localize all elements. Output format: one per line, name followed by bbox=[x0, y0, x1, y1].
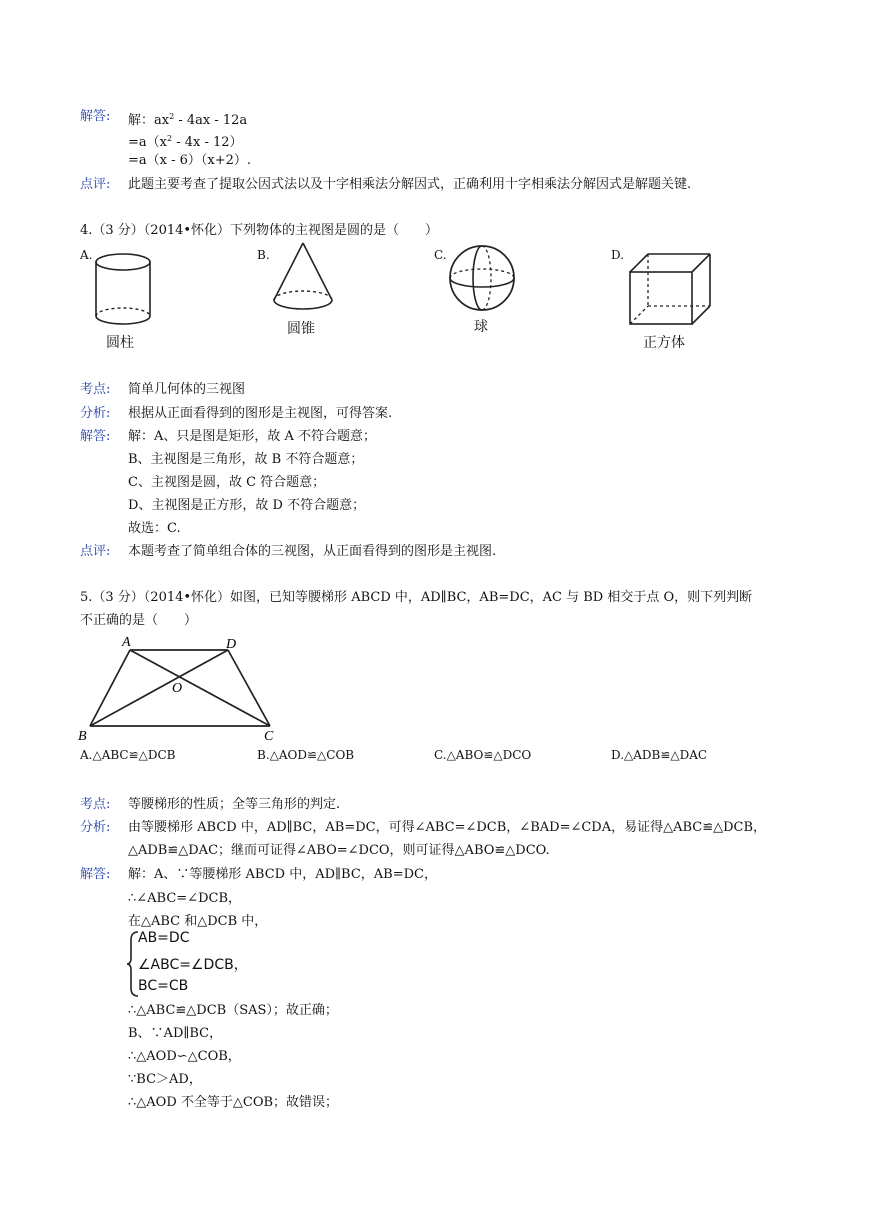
answer-line: ∴△ABC≌△DCB（SAS）；故正确； bbox=[128, 1003, 338, 1018]
label-a: A bbox=[122, 635, 131, 650]
cone-figure bbox=[270, 238, 340, 318]
answer-line: D、主视图是正方形，故 D 不符合题意； bbox=[128, 498, 366, 513]
comment-text: 本题考查了简单组合体的三视图，从正面看得到的图形是主视图. bbox=[128, 544, 497, 559]
option-b: B.△AOD≌△COB bbox=[257, 748, 355, 762]
question-stem: 不正确的是（ ） bbox=[80, 613, 198, 628]
option-c-letter: C. bbox=[434, 248, 447, 262]
answer-line: ∵BC＞AD， bbox=[128, 1072, 202, 1087]
label-c: C bbox=[264, 729, 274, 744]
fenxi-text: 根据从正面看得到的图形是主视图，可得答案. bbox=[128, 406, 393, 421]
kaodian-tag: 考点: bbox=[80, 382, 111, 397]
answer-line: 解：$ax^2 - 4ax - 12a$ bbox=[128, 112, 248, 128]
answer-line: ∴△AOD 不全等于△COB；故错误； bbox=[128, 1095, 339, 1110]
kaodian-text: 简单几何体的三视图 bbox=[128, 382, 246, 397]
answer-line: B、∵AD∥BC， bbox=[128, 1026, 223, 1041]
answer-tag: 解答: bbox=[80, 867, 111, 882]
sphere-figure bbox=[448, 244, 518, 314]
kaodian-text: 等腰梯形的性质；全等三角形的判定. bbox=[128, 797, 341, 812]
fenxi-tag: 分析: bbox=[80, 820, 111, 835]
answer-line: 在△ABC 和△DCB 中， bbox=[128, 914, 268, 929]
answer-line: =a（x - 6）（x+2）. bbox=[128, 153, 252, 168]
label-d: D bbox=[226, 637, 237, 652]
cylinder-caption: 圆柱 bbox=[106, 335, 134, 351]
answer-line: 解：A、只是图是矩形，故 A 不符合题意； bbox=[128, 429, 377, 444]
answer-line: $=a(x^2 - 4x - 12)$ bbox=[128, 134, 243, 150]
question-stem: 5.（3 分）（2014•怀化）如图，已知等腰梯形 ABCD 中，AD∥BC，AB=DC，AC 与 BD 相交于点 O，则下列判断 bbox=[80, 590, 753, 605]
fenxi-text: △ADB≌△DAC；继而可证得∠ABO=∠DCO，则可证得△ABO≌△DCO. bbox=[128, 843, 550, 858]
option-b-letter: B. bbox=[257, 248, 270, 262]
option-d: D.△ADB≌△DAC bbox=[611, 748, 708, 762]
cylinder-figure bbox=[90, 250, 160, 330]
comment-tag: 点评: bbox=[80, 177, 111, 192]
cube-caption: 正方体 bbox=[643, 335, 685, 351]
answer-tag: 解答: bbox=[80, 109, 111, 124]
answer-line: 解：A、∵等腰梯形 ABCD 中，AD∥BC，AB=DC， bbox=[128, 867, 437, 882]
option-c: C.△ABO≌△DCO bbox=[434, 748, 532, 762]
label-o: O bbox=[172, 681, 183, 696]
fenxi-tag: 分析: bbox=[80, 406, 111, 421]
trapezoid-figure bbox=[78, 634, 288, 744]
brace-line: AB=DC bbox=[138, 930, 190, 946]
comment-tag: 点评: bbox=[80, 544, 111, 559]
question-stem: 4.（3 分）（2014•怀化）下列物体的主视图是圆的是（ ） bbox=[80, 223, 439, 238]
label-b: B bbox=[78, 729, 87, 744]
cone-caption: 圆锥 bbox=[287, 321, 315, 337]
answer-line: C、主视图是圆，故 C 符合题意； bbox=[128, 475, 326, 490]
comment-text: 此题主要考查了提取公因式法以及十字相乘法分解因式，正确利用十字相乘法分解因式是解题关键. bbox=[128, 177, 692, 192]
answer-line: ∴∠ABC=∠DCB， bbox=[128, 891, 242, 906]
answer-line: ∴△AOD∽△COB， bbox=[128, 1049, 241, 1064]
option-a-letter: A. bbox=[80, 248, 93, 262]
answer-tag: 解答: bbox=[80, 429, 111, 444]
sphere-caption: 球 bbox=[474, 319, 488, 335]
brace-line: ∠ABC=∠DCB， bbox=[138, 957, 248, 973]
kaodian-tag: 考点: bbox=[80, 797, 111, 812]
cube-figure bbox=[626, 250, 716, 330]
option-d-letter: D. bbox=[611, 248, 625, 262]
brace-line: BC=CB bbox=[138, 978, 189, 994]
answer-line: 故选：C. bbox=[128, 521, 181, 536]
answer-line: B、主视图是三角形，故 B 不符合题意； bbox=[128, 452, 364, 467]
fenxi-text: 由等腰梯形 ABCD 中，AD∥BC，AB=DC，可得∠ABC=∠DCB，∠BAD=∠CDA，易证得△ABC≌△DCB， bbox=[128, 820, 767, 835]
option-a: A.△ABC≌△DCB bbox=[80, 748, 176, 762]
